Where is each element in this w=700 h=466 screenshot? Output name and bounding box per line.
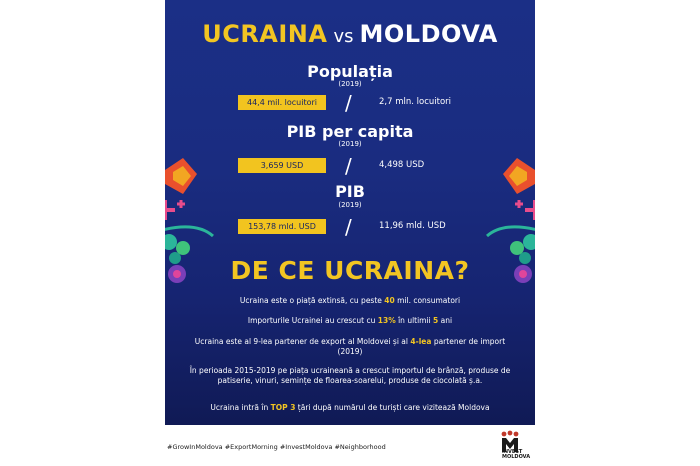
why-heading: DE CE UCRAINA?: [230, 256, 470, 285]
fact-text: Importurile Ucrainei au crescut cu: [247, 316, 378, 325]
fact-text: Ucraina intră în: [210, 403, 271, 412]
logo-line-1: INVEST: [502, 449, 523, 455]
metric-row-population: [165, 91, 535, 115]
moldova-value: 2,7 mln. locuitori: [379, 97, 452, 107]
fact-1: [187, 296, 513, 306]
title-ukraine: UCRAINA: [202, 20, 328, 48]
title-vs: vs: [333, 26, 354, 47]
folk-ornament-left: [165, 150, 215, 290]
logo-text: [502, 450, 530, 460]
fact-highlight: 4-lea: [410, 337, 432, 346]
fact-2: [187, 316, 513, 326]
metric-row-gdp-per-capita: [165, 154, 535, 178]
title-moldova: MOLDOVA: [359, 20, 498, 48]
fact-4: În perioada 2015-2019 pe piața ucraineană a crescut importul de brânză, produse de patiserie, vinuri, semințe de floarea-soarelui, produse de ciocolată ș.a.: [189, 366, 511, 385]
fact-3: [187, 337, 513, 357]
moldova-value: 11,96 mld. USD: [379, 221, 446, 231]
fact-text: țări după numărul de turiști care vizitează Moldova: [295, 403, 490, 412]
infographic-card: [165, 0, 535, 425]
hashtags-footer: #GrowInMoldova #ExportMorning #InvestMoldova #Neighborhood: [167, 443, 386, 451]
fact-highlight: 40: [384, 296, 395, 305]
folk-ornament-right: [485, 150, 535, 290]
metric-label-gdp: PIB: [335, 182, 365, 201]
separator-slash: /: [345, 215, 352, 239]
fact-text: partener de import (2019): [337, 337, 506, 356]
fact-highlight: 13%: [377, 316, 396, 325]
fact-highlight: TOP 3: [270, 403, 296, 412]
ukraine-value-pill: 153,78 mld. USD: [238, 219, 326, 234]
fact-text: în ultimii: [395, 316, 434, 325]
metric-year-population: (2019): [338, 80, 362, 88]
metric-label-gdp-per-capita: PIB per capita: [286, 122, 414, 141]
fact-text: ani: [438, 316, 453, 325]
moldova-value: 4,498 USD: [379, 160, 425, 170]
metric-row-gdp: [165, 215, 535, 239]
fact-text: Ucraina este al 9-lea partener de export al Moldovei și al: [194, 337, 411, 346]
metric-year-gdp-per-capita: (2019): [338, 140, 362, 148]
separator-slash: /: [345, 91, 352, 115]
logo-line-2: MOLDOVA: [502, 454, 531, 460]
fact-5: [187, 403, 513, 413]
metric-year-gdp: (2019): [338, 201, 362, 209]
ukraine-value-pill: 44,4 mil. locuitori: [238, 95, 326, 110]
fact-highlight: 5: [433, 316, 439, 325]
fact-text: mil. consumatori: [394, 296, 461, 305]
separator-slash: /: [345, 154, 352, 178]
fact-text: Ucraina este o piață extinsă, cu peste: [239, 296, 385, 305]
title: [165, 20, 535, 48]
metric-label-population: Populația: [307, 62, 393, 81]
ukraine-value-pill: 3,659 USD: [238, 158, 326, 173]
